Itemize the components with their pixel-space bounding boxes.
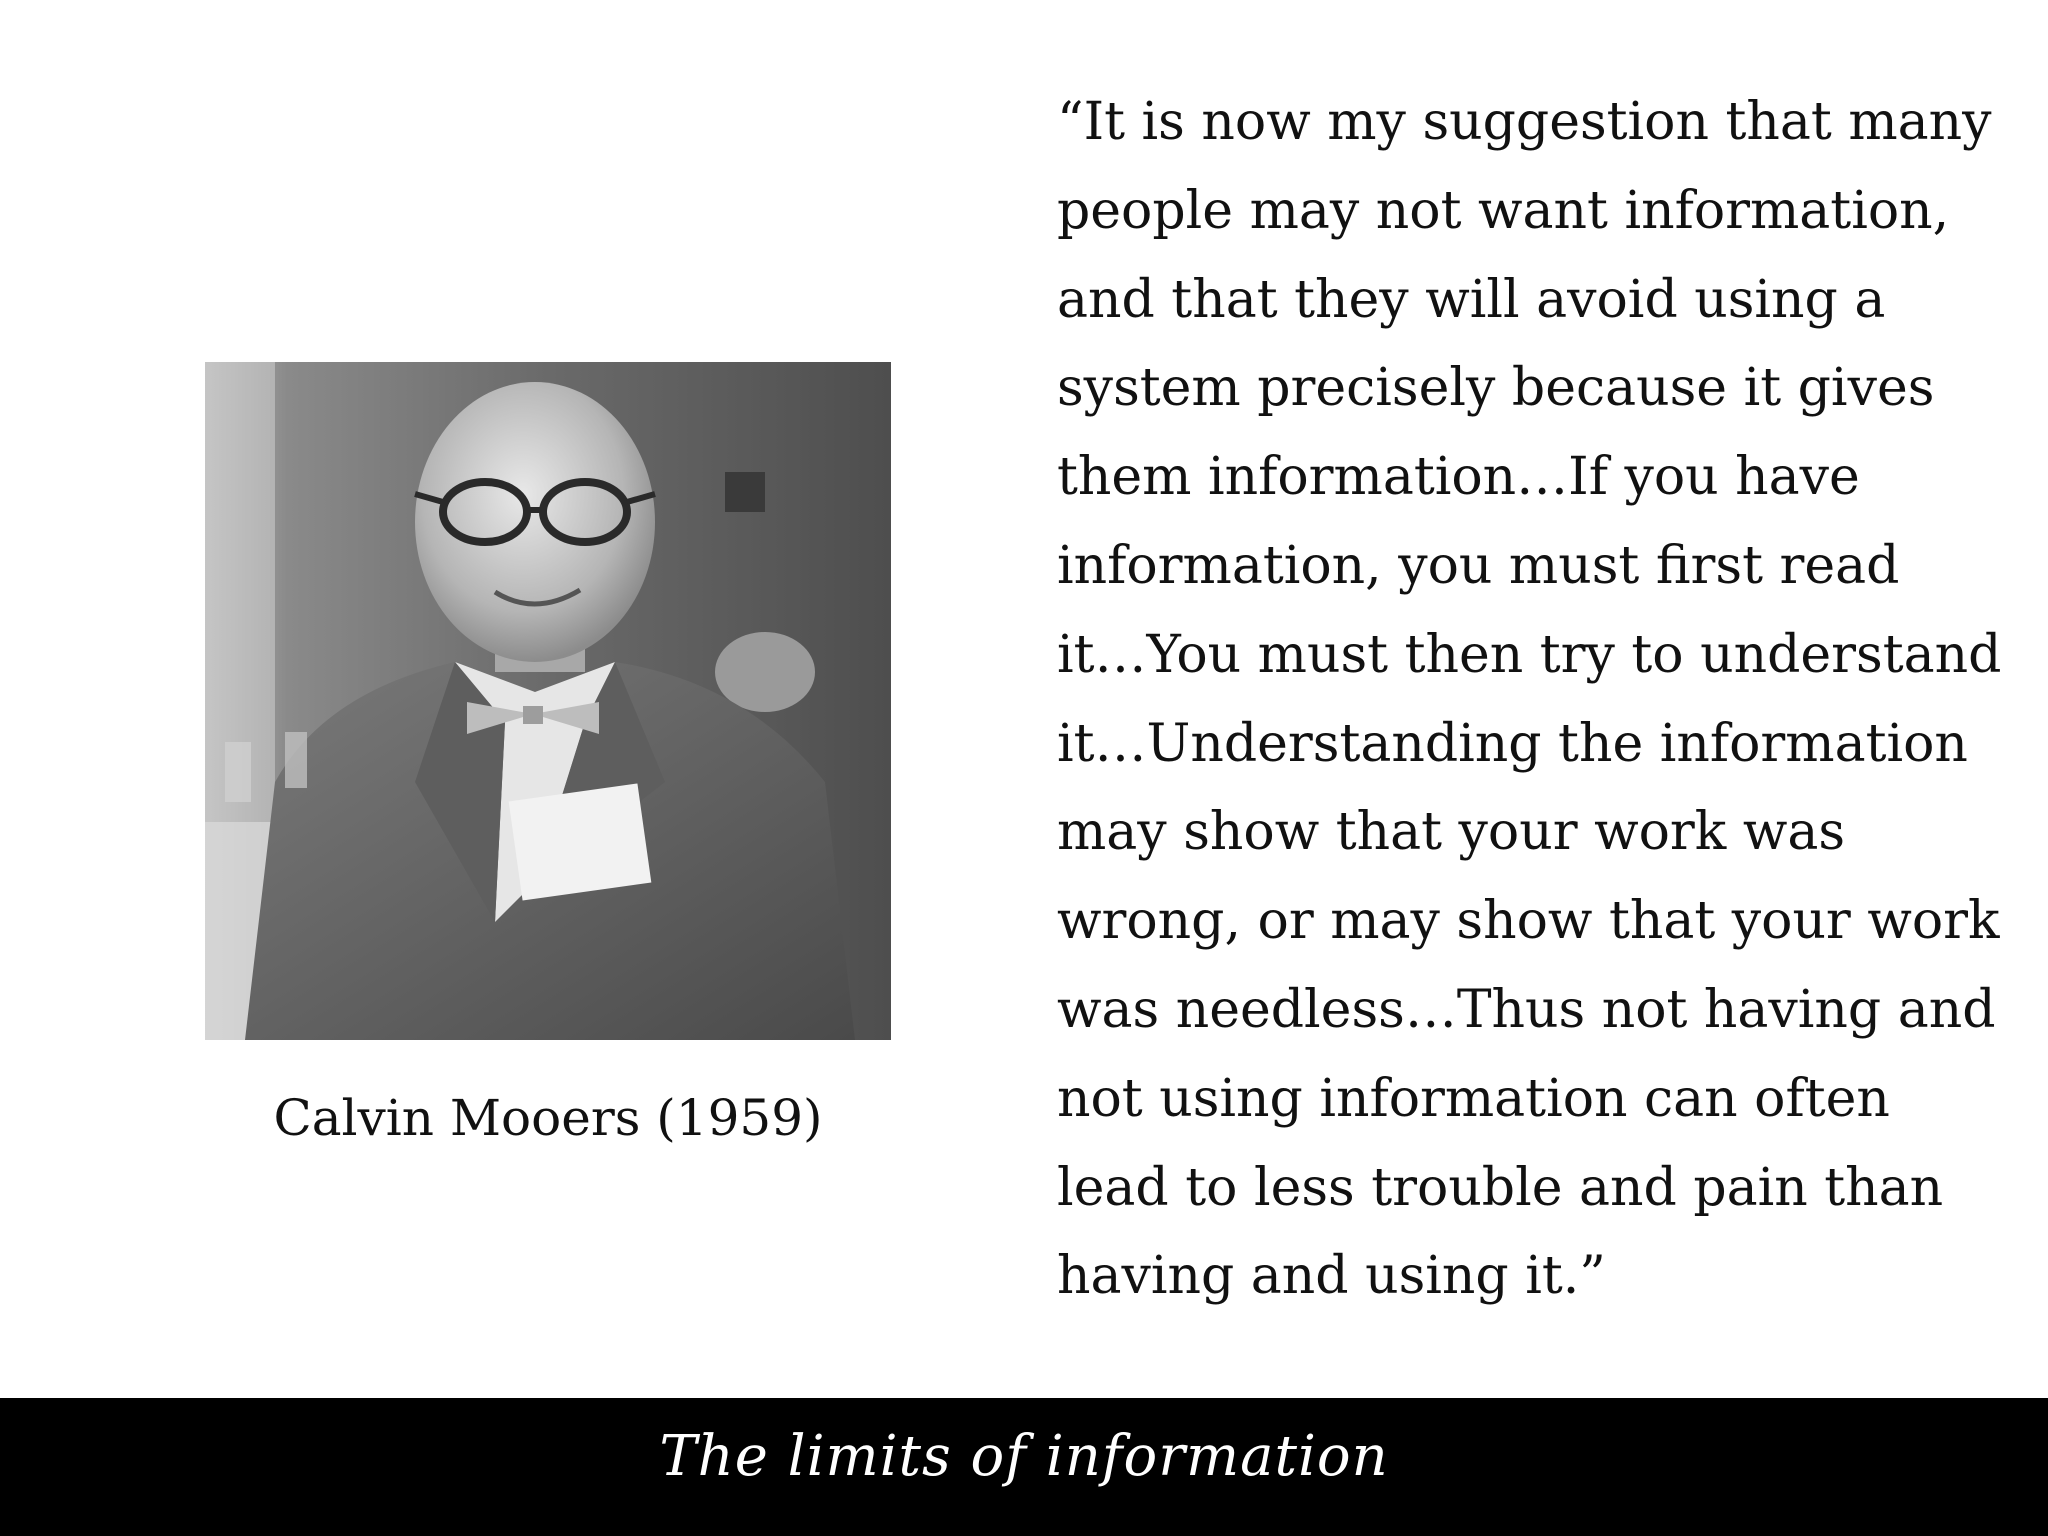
photo-caption: Calvin Mooers (1959) xyxy=(273,1089,823,1147)
quote-line: information, you must first read xyxy=(1057,535,1900,596)
quote-text xyxy=(1057,78,2007,1321)
quote-line: may show that your work was xyxy=(1057,802,1846,863)
quote-line: system precisely because it gives xyxy=(1057,358,1935,419)
quote-line: it…Understanding the information xyxy=(1057,713,1968,774)
portrait-photo xyxy=(205,362,891,1040)
quote-line: “It is now my suggestion that many xyxy=(1057,92,1992,152)
quote-line: not using information can often xyxy=(1057,1068,1890,1129)
quote-line: them information…If you have xyxy=(1057,447,1860,508)
quote-line: people may not want information, xyxy=(1057,180,1950,241)
quote-line: it…You must then try to understand xyxy=(1057,624,2002,685)
quote-line: and that they will avoid using a xyxy=(1057,269,1886,330)
quote-line: wrong, or may show that your work xyxy=(1057,891,2000,952)
quote-line: lead to less trouble and pain than xyxy=(1057,1157,1944,1218)
quote-line: having and using it.” xyxy=(1057,1246,1606,1307)
footer-bar xyxy=(0,1398,2048,1536)
quote-line: was needless…Thus not having and xyxy=(1057,979,1996,1040)
footer-title: The limits of information xyxy=(659,1424,1389,1489)
